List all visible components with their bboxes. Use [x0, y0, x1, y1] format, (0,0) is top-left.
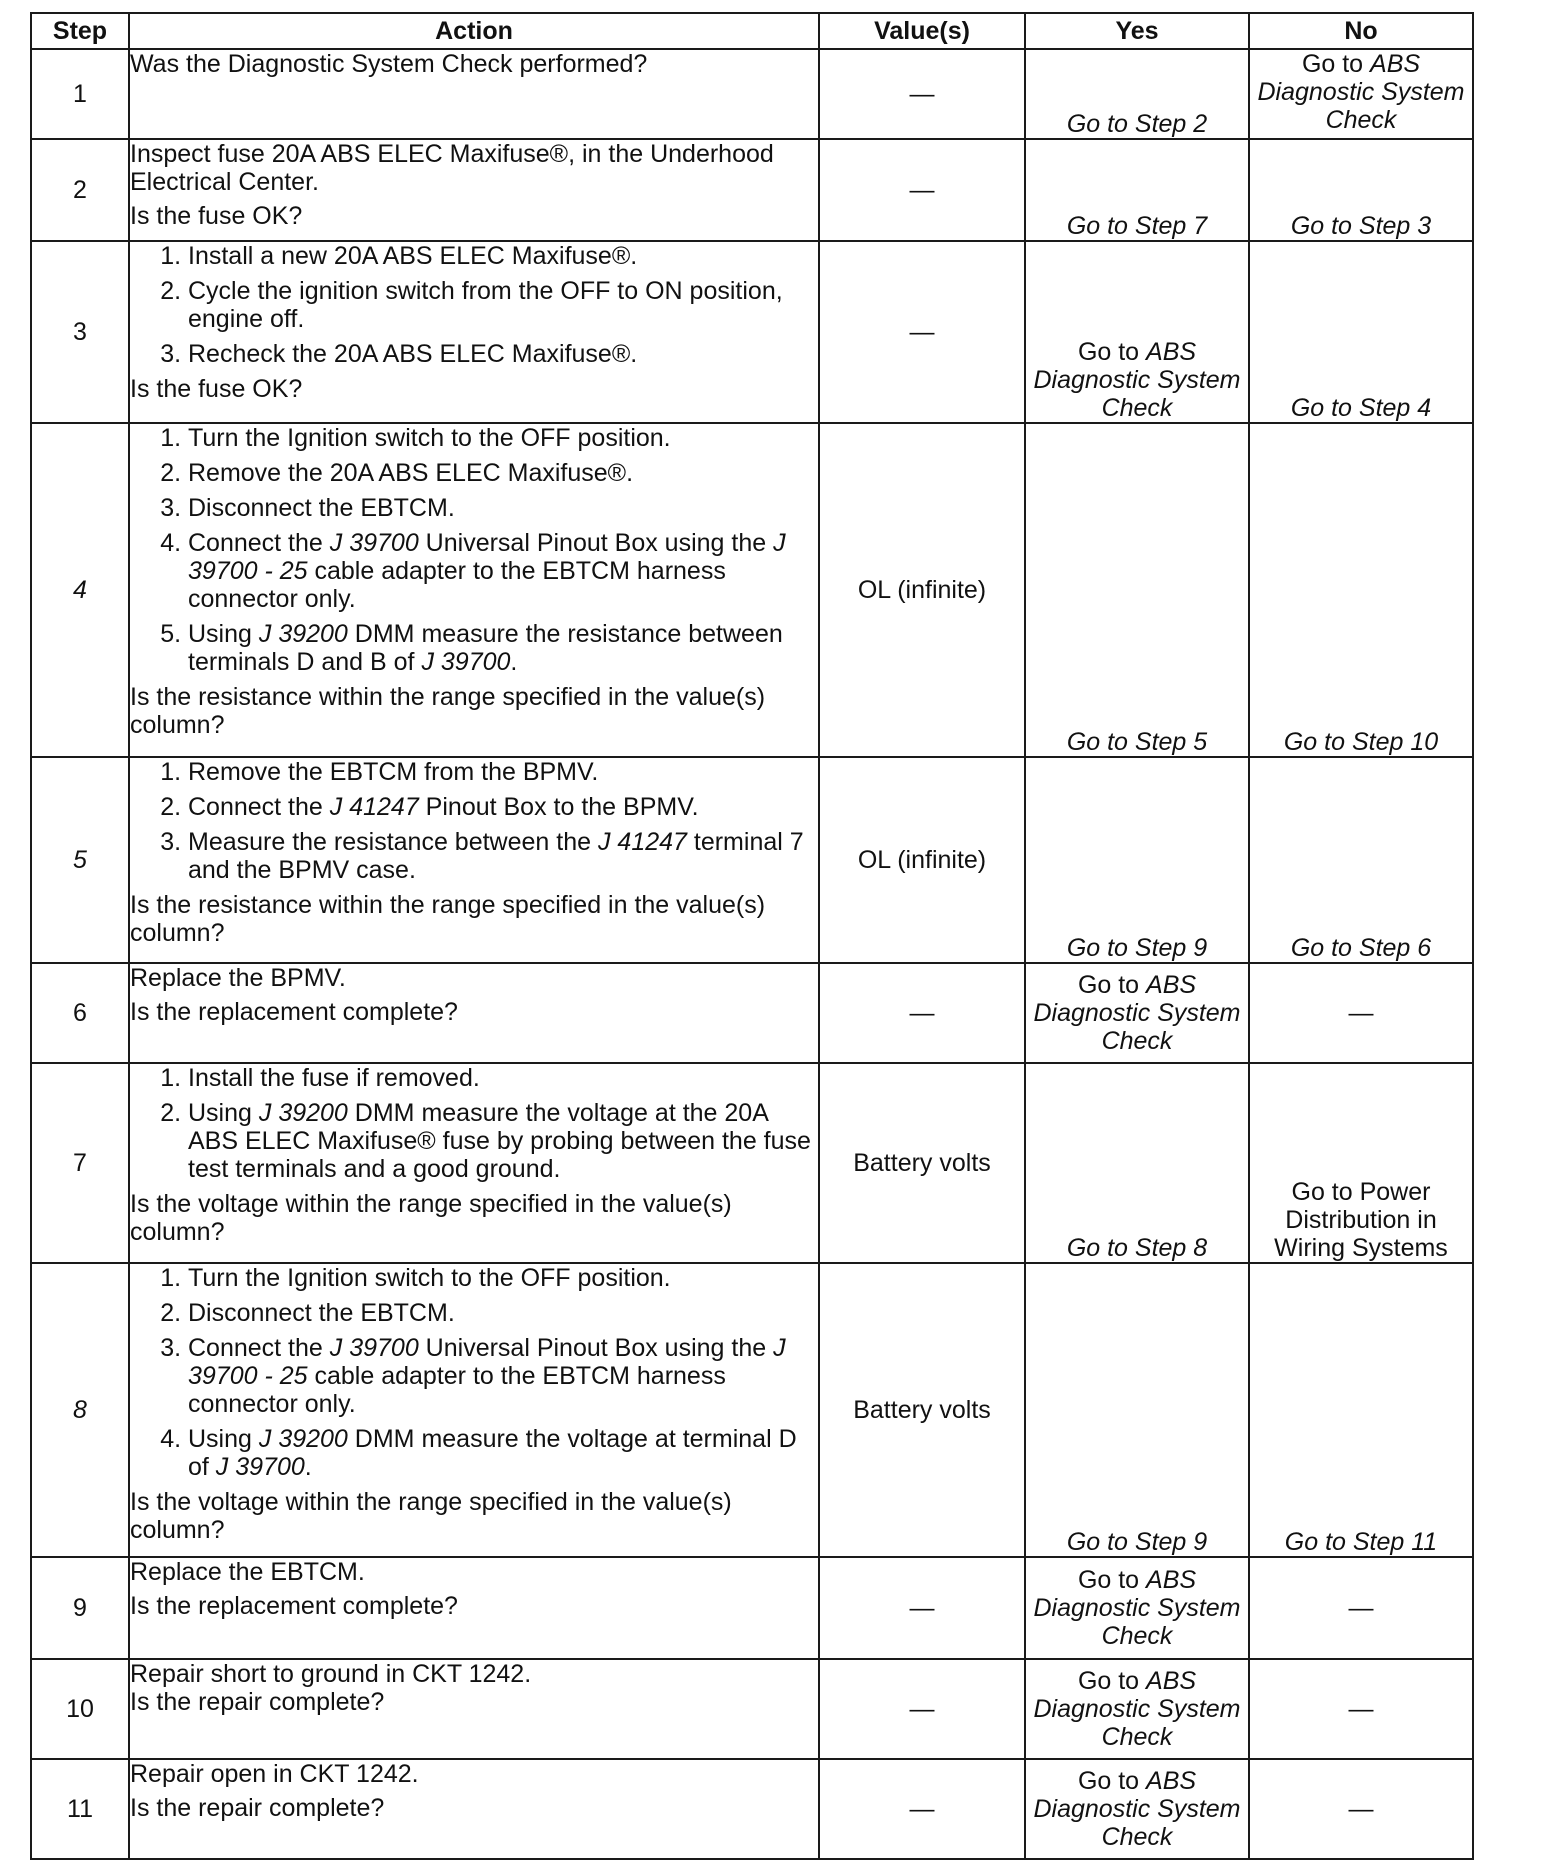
action-step [188, 1425, 818, 1481]
tool-ref: J 39700 - 25 [188, 529, 786, 585]
value-cell: — [819, 963, 1025, 1063]
no-goto: Go to [1301, 50, 1371, 78]
table-row [31, 1659, 1473, 1759]
action-step: 3. Disconnect the EBTCM. [188, 494, 818, 522]
step-number: 5 [31, 757, 129, 963]
step-text: Using [188, 1099, 259, 1127]
action-question: Is the fuse OK? [130, 202, 303, 230]
step-text: Pinout Box to the BPMV. [418, 793, 699, 821]
header-no: No [1249, 13, 1473, 49]
table-row [31, 49, 1473, 139]
action-steps [130, 1064, 818, 1183]
yes-cell [1025, 1659, 1249, 1759]
step-text: Connect the [188, 1334, 330, 1362]
table-row [31, 139, 1473, 241]
action-step: 3. Recheck the 20A ABS ELEC Maxifuse®. [188, 340, 818, 368]
yes-goto: Go to [1077, 971, 1147, 999]
value-cell: Battery volts [819, 1263, 1025, 1557]
action-text: Replace the EBTCM. [130, 1558, 365, 1586]
yes-cell: Go to Step 9 [1025, 1263, 1249, 1557]
yes-goto: Go to [1077, 1566, 1147, 1594]
action-steps [130, 1264, 818, 1481]
action-step [188, 529, 818, 613]
step-number: 9 [31, 1557, 129, 1659]
yes-cell: Go to Step 7 [1025, 139, 1249, 241]
step-text: Using [188, 1425, 259, 1453]
step-text: cable adapter to the EBTCM harness connector only. [188, 557, 726, 613]
header-action: Action [129, 13, 819, 49]
step-text: Universal Pinout Box using the [418, 1334, 774, 1362]
action-question: Is the resistance within the range specified in the value(s) column? [130, 891, 766, 947]
table-row [31, 757, 1473, 963]
action-cell [129, 757, 819, 963]
step-text: Connect the [188, 793, 330, 821]
step-text: Connect the [188, 529, 330, 557]
action-question: Is the voltage within the range specified in the value(s) column? [130, 1190, 732, 1246]
no-cell: — [1249, 1759, 1473, 1859]
yes-cell: Go to Step 2 [1025, 49, 1249, 139]
action-step: 1. Turn the Ignition switch to the OFF position. [188, 1264, 818, 1292]
action-step [188, 793, 818, 821]
no-cell: Go to Step 3 [1249, 139, 1473, 241]
tool-ref: J 39700 [329, 1334, 419, 1362]
step-text: terminal 7 and the BPMV case. [188, 828, 804, 884]
value-cell: — [819, 241, 1025, 423]
yes-cell: Go to Step 5 [1025, 423, 1249, 757]
action-steps [130, 424, 818, 676]
action-step: 2. Cycle the ignition switch from the OFF to ON position, engine off. [188, 277, 818, 333]
step-number: 1 [31, 49, 129, 139]
table-row [31, 1759, 1473, 1859]
yes-cell: Go to Step 9 [1025, 757, 1249, 963]
yes-goto-target: ABS Diagnostic System Check [1033, 1667, 1241, 1751]
step-text: cable adapter to the EBTCM harness connector only. [188, 1362, 726, 1418]
no-cell: Go to Step 10 [1249, 423, 1473, 757]
step-number: 7 [31, 1063, 129, 1263]
value-cell: — [819, 139, 1025, 241]
yes-cell [1025, 1759, 1249, 1859]
step-text: DMM measure the voltage at the 20A ABS ELEC Maxifuse® fuse by probing between the fuse test terminals and a good ground. [188, 1099, 811, 1183]
value-cell: — [819, 1759, 1025, 1859]
action-step [188, 828, 818, 884]
table-row [31, 1557, 1473, 1659]
action-steps [130, 758, 818, 884]
table-row [31, 1063, 1473, 1263]
step-number: 3 [31, 241, 129, 423]
step-text: . [510, 648, 518, 676]
tool-ref: J 39700 [215, 1453, 305, 1481]
step-number: 6 [31, 963, 129, 1063]
step-text: DMM measure the resistance between terminals D and B of [188, 620, 783, 676]
action-step: 1. Install a new 20A ABS ELEC Maxifuse®. [188, 242, 818, 270]
value-cell: — [819, 1557, 1025, 1659]
step-number: 11 [31, 1759, 129, 1859]
yes-goto-target: ABS Diagnostic System Check [1033, 338, 1241, 422]
step-number: 8 [31, 1263, 129, 1557]
yes-goto: Go to [1077, 1767, 1147, 1795]
action-text: Repair open in CKT 1242. [130, 1760, 419, 1788]
action-cell [129, 423, 819, 757]
tool-ref: J 39200 [258, 1425, 348, 1453]
action-step [188, 1334, 818, 1418]
no-cell: Go to Step 4 [1249, 241, 1473, 423]
action-question: Is the repair complete? [130, 1688, 385, 1716]
action-text: Replace the BPMV. [130, 964, 346, 992]
tool-ref: J 39700 - 25 [188, 1334, 786, 1390]
tool-ref: J 39200 [258, 1099, 348, 1127]
no-cell [1249, 49, 1473, 139]
tool-ref: J 39700 [421, 648, 511, 676]
yes-goto: Go to [1077, 1667, 1147, 1695]
action-cell [129, 139, 819, 241]
value-cell: — [819, 1659, 1025, 1759]
no-cell: — [1249, 963, 1473, 1063]
action-cell [129, 1759, 819, 1859]
action-step: 1. Install the fuse if removed. [188, 1064, 818, 1092]
action-cell [129, 1263, 819, 1557]
step-number: 4 [31, 423, 129, 757]
value-cell: Battery volts [819, 1063, 1025, 1263]
step-text: Universal Pinout Box using the [418, 529, 774, 557]
header-row [31, 13, 1473, 49]
yes-cell [1025, 241, 1249, 423]
yes-goto-target: ABS Diagnostic System Check [1033, 1566, 1241, 1650]
action-cell [129, 49, 819, 139]
action-question: Is the replacement complete? [130, 1592, 458, 1620]
step-text: Measure the resistance between the [188, 828, 598, 856]
table-row [31, 1263, 1473, 1557]
action-step: 2. Remove the 20A ABS ELEC Maxifuse®. [188, 459, 818, 487]
header-step: Step [31, 13, 129, 49]
no-goto-target: ABS Diagnostic System Check [1257, 50, 1465, 134]
yes-goto-target: ABS Diagnostic System Check [1033, 971, 1241, 1055]
step-text: . [304, 1453, 312, 1481]
no-cell: — [1249, 1557, 1473, 1659]
action-text: Inspect fuse 20A ABS ELEC Maxifuse®, in the Underhood Electrical Center. [130, 140, 774, 196]
action-cell [129, 1063, 819, 1263]
tool-ref: J 41247 [597, 828, 687, 856]
action-question: Is the repair complete? [130, 1794, 385, 1822]
header-yes: Yes [1025, 13, 1249, 49]
action-cell [129, 963, 819, 1063]
yes-cell: Go to Step 8 [1025, 1063, 1249, 1263]
action-question: Is the replacement complete? [130, 998, 458, 1026]
header-values: Value(s) [819, 13, 1025, 49]
no-cell: Go to Step 6 [1249, 757, 1473, 963]
action-text: Repair short to ground in CKT 1242. [130, 1660, 532, 1688]
diagnostic-table [30, 12, 1474, 1860]
action-steps [130, 242, 818, 368]
step-number: 10 [31, 1659, 129, 1759]
yes-cell [1025, 963, 1249, 1063]
action-question: Is the voltage within the range specified in the value(s) column? [130, 1488, 732, 1544]
step-text: Using [188, 620, 259, 648]
value-cell: — [819, 49, 1025, 139]
step-text: DMM measure the voltage at terminal D of [188, 1425, 797, 1481]
action-step [188, 620, 818, 676]
value-cell: OL (infinite) [819, 757, 1025, 963]
action-cell [129, 1659, 819, 1759]
tool-ref: J 41247 [329, 793, 419, 821]
value-cell: OL (infinite) [819, 423, 1025, 757]
action-text: Was the Diagnostic System Check performed? [130, 50, 648, 78]
no-cell: — [1249, 1659, 1473, 1759]
table-row [31, 963, 1473, 1063]
step-number: 2 [31, 139, 129, 241]
action-step: 1. Remove the EBTCM from the BPMV. [188, 758, 818, 786]
table-row [31, 423, 1473, 757]
action-step: 1. Turn the Ignition switch to the OFF position. [188, 424, 818, 452]
no-cell: Go to Power Distribution in Wiring Systems [1249, 1063, 1473, 1263]
yes-cell [1025, 1557, 1249, 1659]
no-cell: Go to Step 11 [1249, 1263, 1473, 1557]
yes-goto: Go to [1077, 338, 1147, 366]
action-question: Is the resistance within the range specified in the value(s) column? [130, 683, 766, 739]
yes-goto-target: ABS Diagnostic System Check [1033, 1767, 1241, 1851]
tool-ref: J 39700 [329, 529, 419, 557]
action-step [188, 1099, 818, 1183]
action-question: Is the fuse OK? [130, 375, 303, 403]
action-cell [129, 1557, 819, 1659]
action-cell [129, 241, 819, 423]
table-row [31, 241, 1473, 423]
action-step: 2. Disconnect the EBTCM. [188, 1299, 818, 1327]
tool-ref: J 39200 [258, 620, 348, 648]
